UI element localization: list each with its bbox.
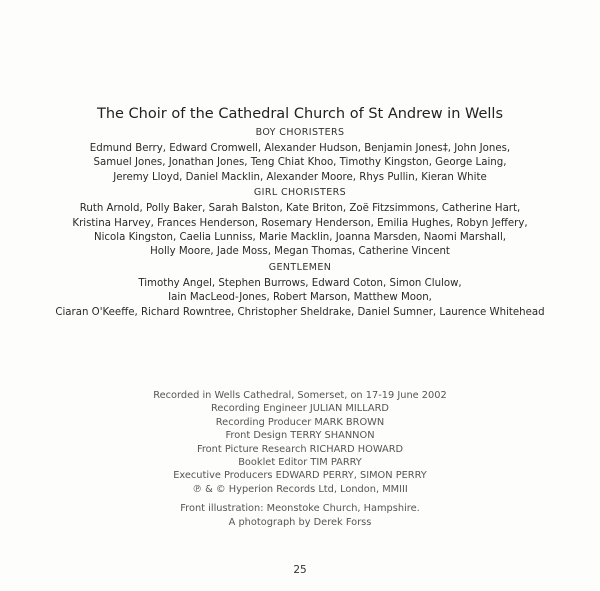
name-list [20,277,580,320]
girl-choristers-section [20,186,580,260]
name-line: Timothy Angel, Stephen Burrows, Edward Coton, Simon Clulow, [138,277,462,289]
section-heading: BOY CHORISTERS [255,127,345,138]
section-heading: GENTLEMEN [268,261,332,273]
name-line: Iain MacLeod-Jones, Robert Marson, Matthew Moon, [168,292,432,304]
name-line: Nicola Kingston, Caelia Lunniss, Marie Macklin, Joanna Marsden, Naomi Marshall, [93,232,507,244]
name-list [20,202,580,260]
name-line: Ruth Arnold, Polly Baker, Sarah Balston, Kate Briton, Zoë Fitzsimmons, Catherine Hart, [79,203,521,215]
credit-line: Recording Engineer JULIAN MILLARD [211,403,389,415]
credit-line: Executive Producers EDWARD PERRY, SIMON PERRY [173,470,427,482]
name-list [20,142,580,185]
section-heading: GIRL CHORISTERS [253,187,347,199]
copyright-line: ℗ & © Hyperion Records Ltd, London, MMIII [192,483,408,495]
credit-line: Front Picture Research RICHARD HOWARD [196,443,404,455]
page-number: 25 [293,564,307,576]
boy-choristers-section [20,126,580,185]
credit-line: Recorded in Wells Cathedral, Somerset, on 17-19 June 2002 [153,390,447,401]
credit-line: A photograph by Derek Forss [228,516,372,528]
recording-credits [20,389,580,529]
choir-title: The Choir of the Cathedral Church of St Andrew in Wells [96,106,504,122]
illustration-credit [20,502,580,529]
credit-line: Recording Producer MARK BROWN [215,416,385,428]
name-line: Edmund Berry, Edward Cromwell, Alexander Hudson, Benjamin Jones‡, John Jones, [89,143,511,154]
name-line: Holly Moore, Jade Moss, Megan Thomas, Catherine Vincent [150,246,450,258]
gentlemen-section [20,261,580,320]
name-line: Ciaran O'Keeffe, Richard Rowntree, Christopher Sheldrake, Daniel Sumner, Laurence Whitehead [55,306,545,318]
credit-line: Booklet Editor TIM PARRY [238,457,362,469]
credit-line: Front Design TERRY SHANNON [225,430,375,442]
credit-line: Front illustration: Meonstoke Church, Hampshire. [180,503,420,515]
choir-roster [20,104,580,320]
name-line: Kristina Harvey, Frances Henderson, Rosemary Henderson, Emilia Hughes, Robyn Jeffery, [72,217,528,229]
name-line: Samuel Jones, Jonathan Jones, Teng Chiat Khoo, Timothy Kingston, George Laing, [93,157,507,169]
name-line: Jeremy Lloyd, Daniel Macklin, Alexander Moore, Rhys Pullin, Kieran White [113,171,487,183]
